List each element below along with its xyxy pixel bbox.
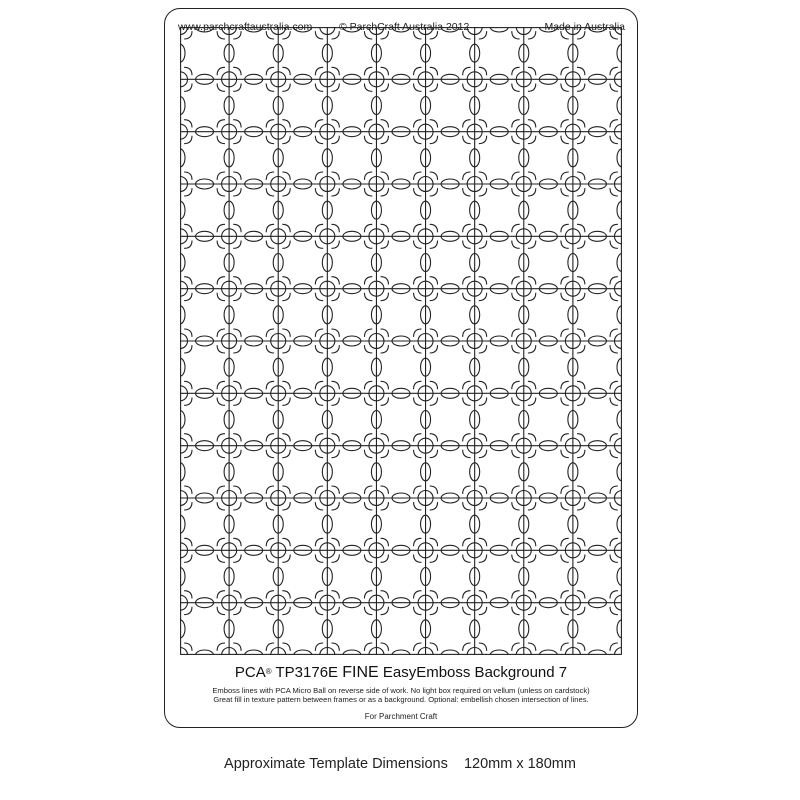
instructions: [180, 686, 622, 704]
copyright-notice: © ParchCraft Australia 2012: [339, 21, 470, 33]
product-code: TP3176E: [275, 664, 339, 681]
instructions-line-1: Emboss lines with PCA Micro Ball on reverse side of work. No light box required on vellum (unless on cardstock): [212, 686, 590, 695]
registered-mark: ®: [265, 667, 272, 676]
product-title: [164, 664, 638, 682]
footer-note: For Parchment Craft: [364, 712, 438, 721]
dimensions-caption: Approximate Template Dimensions 120mm x 180mm: [224, 756, 576, 772]
emboss-lattice-pattern: [180, 27, 622, 655]
instructions-line-2: Great fill in texture pattern between frames or as a background. Optional: embellish chosen intersection of lines.: [213, 695, 589, 705]
website-url: www.parchcraftaustralia.com: [178, 21, 313, 33]
product-name: EasyEmboss Background 7: [382, 664, 568, 681]
origin-label: Made in Australia: [544, 21, 625, 33]
grade-label: FINE: [342, 664, 379, 681]
brand-label: PCA: [234, 664, 266, 681]
